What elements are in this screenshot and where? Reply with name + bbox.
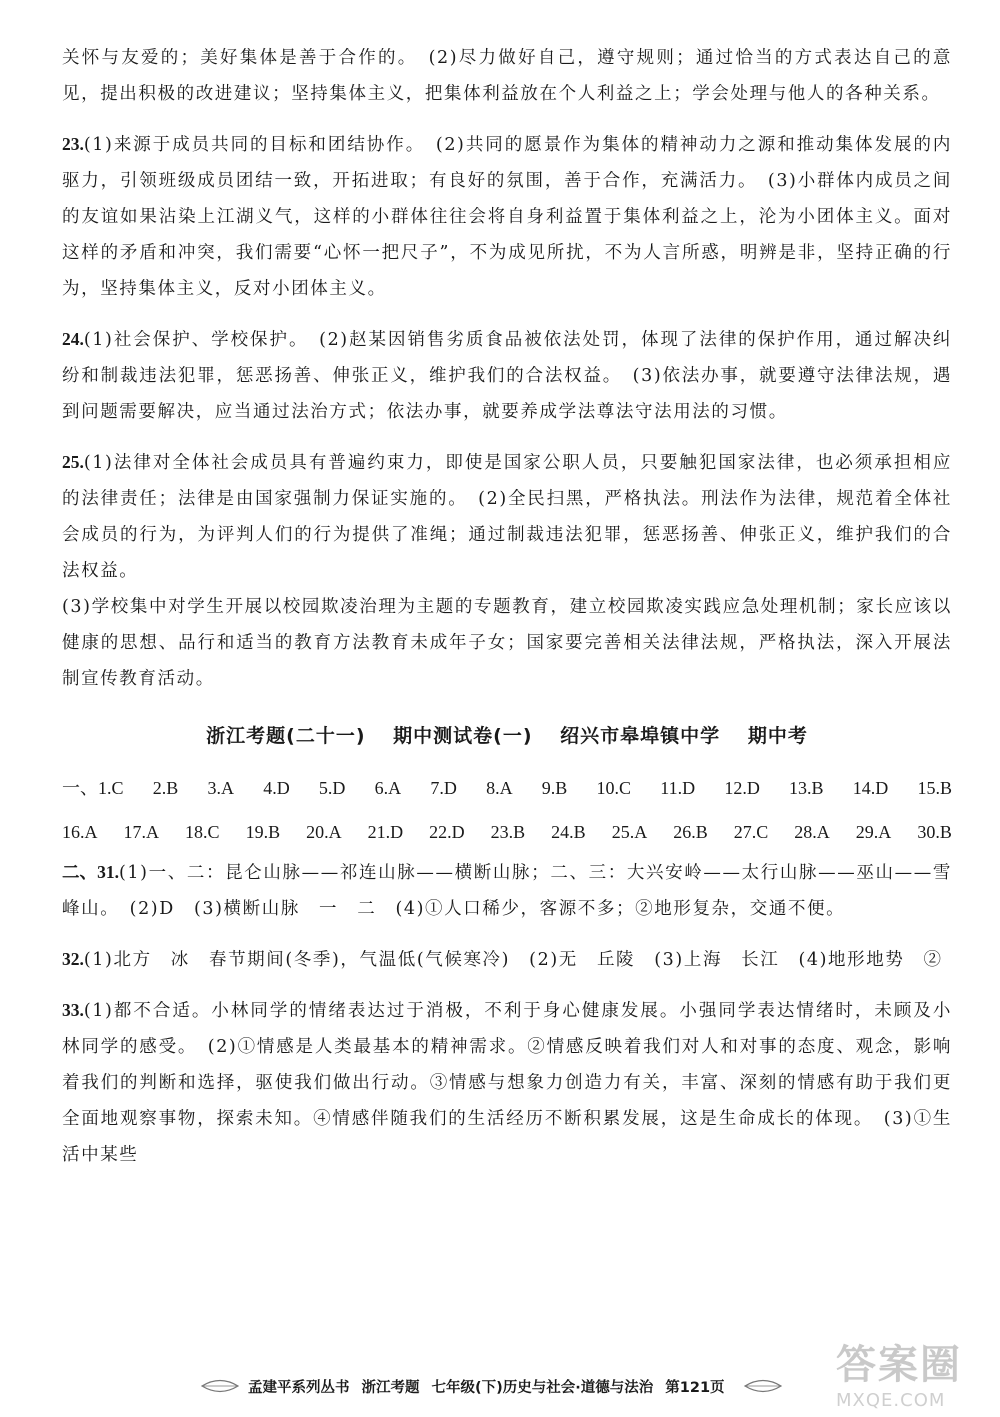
answer-31: [62, 854, 952, 927]
watermark-logo: 答案圈: [836, 1342, 962, 1388]
answer-text: (1)北方 冰 春节期间(冬季)，气温低(气候寒冷) (2)无 丘陵 (3)上海 长江 (4)地形地势 ②: [83, 950, 943, 970]
question-number: 25.: [62, 452, 84, 472]
footer-series: 孟建平系列丛书: [248, 1379, 350, 1396]
mc-answer: 一、1.C: [62, 778, 124, 798]
answer-33: [62, 992, 952, 1173]
mc-answer: 18.C: [185, 822, 220, 842]
paragraph-continuation: 关怀与友爱的；美好集体是善于合作的。 (2)尽力做好自己，遵守规则；通过恰当的方式表达自己的意见，提出积极的改进建议；坚持集体主义，把集体利益放在个人利益之上；学会处理与他人的各种关系。: [62, 48, 952, 104]
mc-answer: 30.B: [917, 822, 952, 842]
footer-grade: 七年级(下)历史与社会·道德与法治: [431, 1379, 654, 1396]
answer-text: (1)都不合适。小林同学的情绪表达过于消极，不利于身心健康发展。小强同学表达情绪时，未顾及小林同学的感受。 (2)①情感是人类最基本的精神需求。②情感反映着我们对人和对事的态度、观念，影响着我们的判断和选择，驱使我们做出行动。③情感与想象力创造力有关，丰富、深刻的情感有助于我们更全面地观察事物，探索未知。④情感伴随我们的生活经历不断积累发展，这是生命成长的体现。 (3)①生活中某些: [62, 1001, 952, 1165]
section-title: [62, 721, 952, 748]
mc-answer: 20.A: [306, 822, 342, 842]
answer-text: (1)一、二：昆仑山脉——祁连山脉——横断山脉；二、三：大兴安岭——太行山脉——巫山——雪峰山。 (2)D (3)横断山脉 一 二 (4)①人口稀少，客源不多；②地形复杂，交通不便。: [62, 863, 952, 919]
watermark: [836, 1333, 986, 1411]
mc-answer: 7.D: [430, 778, 457, 798]
mc-answer: 29.A: [855, 822, 892, 842]
mc-answer: 17.A: [123, 822, 160, 842]
mc-answer: 16.A: [62, 822, 98, 842]
section-title-b: 期中测试卷(一): [393, 725, 533, 747]
leaf-ornament-icon: [200, 1377, 240, 1395]
mc-answer: 10.C: [596, 778, 632, 798]
mc-answer: 2.B: [152, 778, 179, 798]
footer-book: 浙江考题: [361, 1379, 420, 1396]
mc-answer: 4.D: [263, 778, 290, 798]
section-title-d: 期中考: [747, 725, 808, 747]
answer-text: (1)社会保护、学校保护。 (2)赵某因销售劣质食品被依法处罚，体现了法律的保护作用，通过解决纠纷和制裁违法犯罪，惩恶扬善、伸张正义，维护我们的合法权益。 (3)依法办事，就要遵守法律法规，遇到问题需要解决，应当通过法治方式；依法办事，就要养成学法尊法守法用法的习惯。: [62, 330, 952, 422]
watermark-url: MXQE.COM: [836, 1390, 946, 1411]
question-number: 二、31.: [62, 862, 119, 882]
mc-answer: 8.A: [486, 778, 513, 798]
mc-answer: 23.B: [490, 822, 526, 842]
footer-page: 第121页: [665, 1379, 725, 1396]
mc-answer: 26.B: [673, 822, 708, 842]
multiple-choice-row-2: [62, 810, 952, 854]
question-number: 23.: [62, 134, 84, 154]
mc-answer: 22.D: [429, 822, 465, 842]
mc-answer: 3.A: [207, 778, 234, 798]
mc-answer: 6.A: [374, 778, 402, 798]
mc-answer: 24.B: [551, 822, 586, 842]
answer-text: (1)法律对全体社会成员具有普遍约束力，即使是国家公职人员，只要触犯国家法律，也必须承担相应的法律责任；法律是由国家强制力保证实施的。 (2)全民扫黑，严格执法。刑法作为法律，规范着全体社会成员的行为，为评判人们的行为提供了准绳；通过制裁违法犯罪，惩恶扬善、伸张正义，维护我们的合法权益。: [62, 453, 952, 581]
page-footer: [200, 1368, 800, 1404]
section-title-a: 浙江考题(二十一): [206, 725, 366, 747]
mc-answer: 12.D: [724, 778, 760, 798]
answer-24: [62, 321, 952, 430]
mc-answer: 13.B: [789, 778, 824, 798]
mc-answer: 15.B: [917, 778, 952, 798]
mc-answer: 19.B: [245, 822, 281, 842]
answer-32: [62, 941, 952, 978]
page-content: [62, 40, 952, 1173]
multiple-choice-row-1: [62, 766, 952, 810]
leaf-ornament-icon: [743, 1377, 783, 1395]
mc-answer: 9.B: [541, 778, 568, 798]
question-number: 32.: [62, 949, 84, 969]
mc-answer: 5.D: [318, 778, 346, 798]
mc-answer: 21.D: [367, 822, 404, 842]
section-title-c: 绍兴市皋埠镇中学: [560, 725, 721, 747]
question-number: 24.: [62, 329, 84, 349]
answer-23: [62, 126, 952, 307]
mc-answer: 27.C: [733, 822, 769, 842]
answer-25-part3: (3)学校集中对学生开展以校园欺凌治理为主题的专题教育，建立校园欺凌实践应急处理机制；家长应该以健康的思想、品行和适当的教育方法教育未成年子女；国家要完善相关法律法规，严格执法，深入开展法制宣传教育活动。: [62, 597, 952, 689]
mc-answer: 14.D: [852, 778, 889, 798]
mc-answer: 25.A: [611, 822, 648, 842]
mc-answer: 11.D: [660, 778, 696, 798]
answer-text: (1)来源于成员共同的目标和团结协作。 (2)共同的愿景作为集体的精神动力之源和推动集体发展的内驱力，引领班级成员团结一致，开拓进取；有良好的氛围，善于合作，充满活力。 (3)小群体内成员之间的友谊如果沾染上江湖义气，这样的小群体往往会将自身利益置于集体利益之上，沦为小团体主义。面对这样的矛盾和冲突，我们需要“心怀一把尺子”，不为成见所扰，不为人言所惑，明辨是非，坚持正确的行为，坚持集体主义，反对小团体主义。: [62, 135, 952, 299]
question-number: 33.: [62, 1000, 84, 1020]
answer-25: [62, 444, 952, 589]
mc-answer: 28.A: [794, 822, 830, 842]
